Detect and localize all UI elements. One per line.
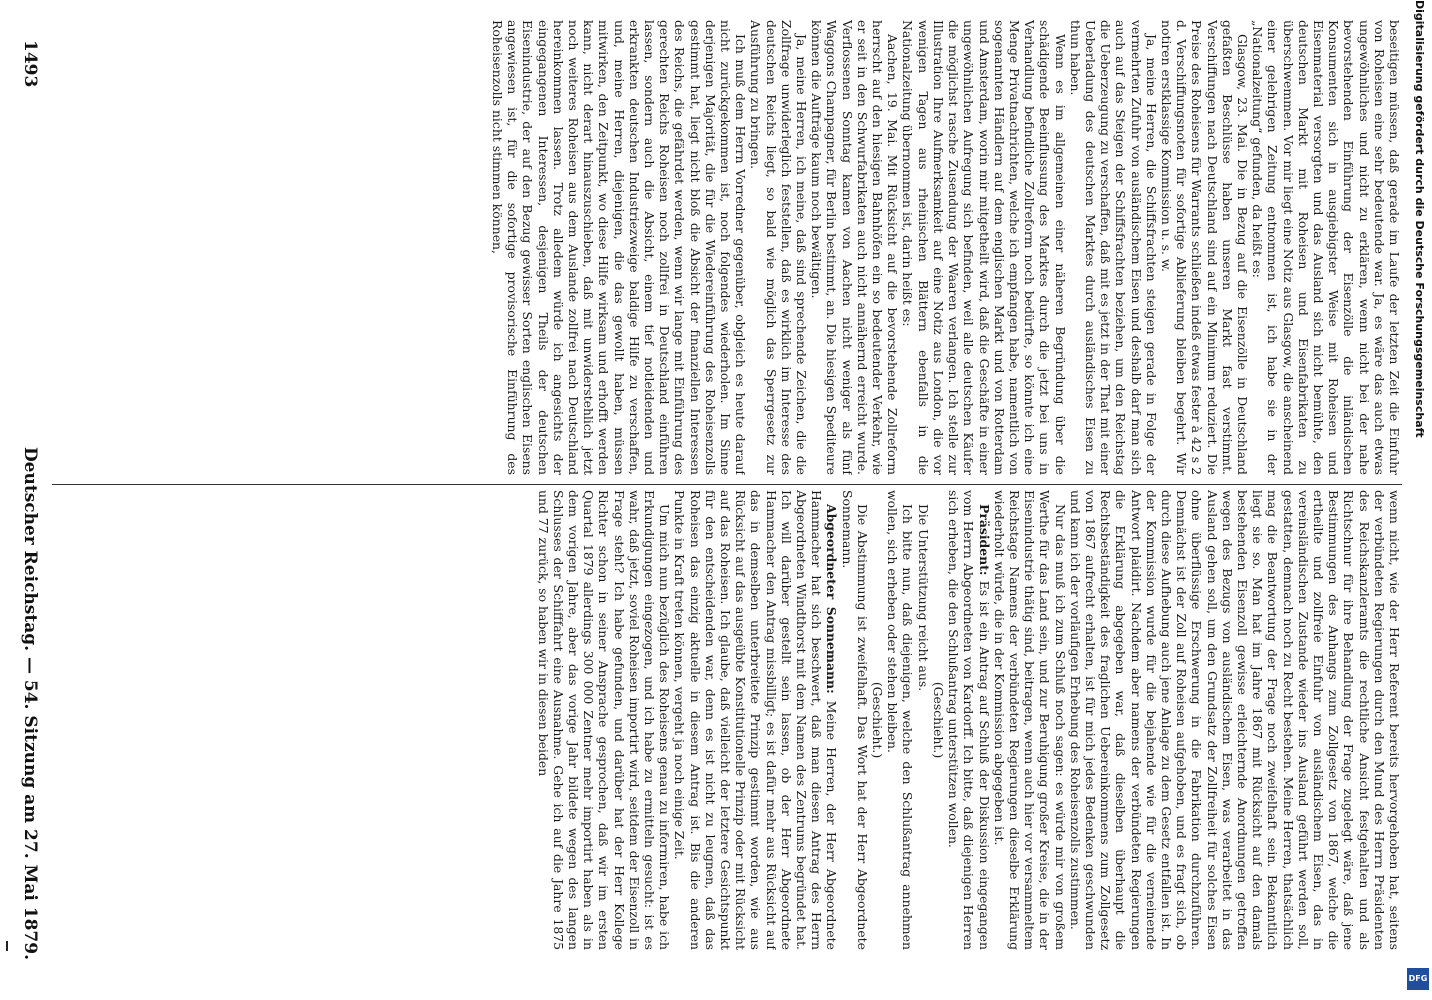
body-paragraph: wenn nicht, wie der Herr Referent bereits hervorgehoben hat, seitens der verbündeten Regierungen durch den Mund des Herrn Präsidenten des Reichskanzleramts die rechtliche Ansicht festgehalten und als Richtschnur für ihre Behandlung der Frage zugelegt wäre, daß jene Bestimmungen des Anhangs zum Zollgesetz von 1867, welche die ertheilte und zollfreie Einfuhr von ausländischem Eisen, das in vereinsländischen Zustande wieder ins Ausland geführt werden soll, gestatten, demnach noch zu Recht bestehen. Meine Herren, thatsächlich mag die Beantwortung der Frage noch zweifelhaft sein. Bekanntlich liegt sie so. Man hat im Jahre 1867 mit Rücksicht auf den damals bestehenden Eisenzoll gewisse erleichternde Anordnungen getroffen wegen des Bezugs von ausländischem Eisen, was verarbeitet in das Ausland gehen soll, um den Grundsatz der Zollfreiheit für solches Eisen ohne überflüssige Erschwerung in die Fabrikation durchzuführen. Demnächst ist der Zoll auf Roheisen aufgehoben, und es fragt sich, ob durch diese Aufhebung auch jene Anlage zu dem Gesetz entfallen ist. In der Kommission wurde für die bejahende wie für die verneinende Antwort plaidirt. Nachdem aber namens der verbündeten Regierungen die Erklärung abgegeben war, daß dieselben überhaupt die Rechtsbeständigkeit des fraglichen Uebereinkommens zum Zollgesetz von 1867 aufrecht erhalten, ist für mich jedes Bedenken geschwunden und kann ich der vorläufigen Erhebung des Roheisenzolls zustimmen. [1067,490,1402,950]
stage-direction: (Geschieht.) [930,681,946,759]
speaker-label: Präsident: [976,504,992,576]
quoted-paragraph: Aachen, 19. Mai. Mit Rücksicht auf die bevorstehende Zollreform herrscht auf den hiesigen Bahnhöfen ein so bedeutender Verkehr, wie er seit in den Schwurfabrikaten auch nicht annähernd erreicht wurde. Verflossenen Sonntag kamen von Aachen nicht weniger als fünf Waggons Champagner, für Berlin bestimmt, an. Die hiesigen Spediteure können die Aufträge kaum noch bewältigen. [809,20,901,475]
body-paragraph: beseitigen müssen, daß gerade im Laufe der letzten Zeit die Einfuhr von Roheisen eine sehr bedeutende war. Ja, es wäre das auch etwas ungewöhnliches und nicht zu erklären, wenn nicht bei der nahe bevorstehenden Einführung der Eisenzölle die inländischen Konsumenten sich in ausgiebigster Weise mit Roheisen und Eisenmaterial versorgten und das Ausland sich nicht bemühte, den deutschen Markt mit Roheisen und Eisenfabrikaten zu überschwemmen. Vor mir liegt eine Notiz aus Glasgow, die anscheinend einer gelehrigen Zeitung entnommen ist, ich habe sie in der „Nationalzeitung“ gefunden, da heißt es: [1250,20,1402,475]
page-number: 1493 [20,40,40,88]
body-paragraph: Ich muß dem Herrn Vorredner gegenüber, obgleich es heute darauf nicht zurückgekommen ist, noch folgendes wiederholen. Im Sinne derjenigen Majorität, die für die Wiedereinführung des Roheisenzolls gestimmt hat, liegt nicht bloß die Absicht der finanziellen Interessen des Reichs, die gefährdet werden, wenn wir lange mit Einführung des gerechten Reichs Roheisen noch zollfrei in Deutschland einführen lassen, sondern auch die Absicht, einem tief notleidenden und erkrankten deutschen Industriezweige baldige Hilfe zu verschaffen, und, meine Herren, diejenigen, die das gewollt haben, müssen mitwirken, den Zeitpunkt, wo diese Hilfe wirksam und erhofft werden kann, nicht derart hinauszuschieben, daß mit unwiderstehlich jetzt noch weiteres Roheisen aus dem Auslande zollfrei nach Deutschland hereinkommen lassen. Trotz alledem würde ich angesichts der eingegangenen Interessen, desjenigen Theils der deutschen Eisenindustrie, der auf den Bezug gewisser Sorten englischen Eisens angewiesen ist, für die sofortige provisorische Einführung des Roheisenzolls nicht stimmen können, [490,20,749,475]
body-paragraph: Nur das muß ich zum Schluß noch sagen: es würde mir von großem Werthe für das Land sein, und zur Beruhigung großer Kreise, die in der Eisenindustrie thätig sind, beitragen, wenn auch hier vor versammeltem Reichstage Namens der verbündeten Regierungen dieselbe Erklärung wiederholt würde, die in der Kommission abgegeben ist. [991,490,1068,950]
speech-text: Meine Herren, der Herr Abgeordnete Hammacher hat sich beschwert, daß man diesen Antrag des Herrn Abgeordneten Windthorst mit dem Namen des Zentrums begründet hat. Ich will darüber gestellt sein lassen, ob der Herr Abgeordnete Hammacher den Antrag missbilligt; es ist dafür mehr aus Rücksicht auf das in demselben unterbreitete Prinzip gestimmt worden, wie aus Rücksicht auf das ausgeübte Konstitutionelle Prinzip oder mit Rücksicht auf das Roheisen. Ich glaube, daß vielleicht der letztere Gesichtspunkt für den entscheidenden war, denn es ist nicht zu leugnen, daß das Roheisen das einzig aktuelle in diesem Antrag ist. Bis die anderen Punkte in Kraft treten können, vergeht ja noch einige Zeit. [672,490,840,950]
body-paragraph: Die Unterstützung reicht aus. [915,504,931,692]
dfg-credit: Digitalisierung gefördert durch die Deutsche Forschungsgemeinschaft [1413,0,1426,438]
speaker-label: Abgeordneter Sonnemann: [824,504,840,694]
stage-direction: (Geschieht.) [870,681,886,759]
body-paragraph: Ich bitte nun, daß diejenigen, welche den Schlußantrag annehmen wollen, sich erheben oder stehen bleiben. [885,490,916,950]
dfg-logo-icon: DFG [1407,968,1429,990]
body-paragraph: Ja, meine Herren, die Schiffsfrachten steigen gerade in Folge der vermehrten Zufuhr von ausländischem Eisen und deshalb darf man sich auch auf das Steigen der Schiffsfrachten beziehen, um den Reichstag die Ueberzeugung zu verschaffen, daß mit es jetzt in der That mit einer Ueberladung des deutschen Marktes durch ausländisches Eisen zu thun haben. [1067,20,1159,475]
running-title: Deutscher Reichstag. — 54. Sitzung am 27. Mai 1879. [20,446,40,960]
right-text-column [52,20,1402,475]
left-text-column [52,490,1402,950]
body-paragraph: Um mich nun bezüglich des Roheisens genau zu informiren, habe ich Erkundigungen eingezogen, und ich habe zu ermitteln gesucht: ist es wahr, daß jetzt, soviel Roheisen importirt wird, seitdem der Eisenzoll in Frage steht? Ich habe gefunden, und darüber hat der Herr Kollege Richter schon in seiner Ansprache gesprochen, daß wir im ersten Quartal 1879 allerdings 300 000 Zentner mehr importirt haben als in dem vorigen Jahre, aber das vorige Jahr bildete wegen des langen Schlusses der Schifffahrt eine Ausnahme. Gehe ich auf die Jahre 1875 und 77 zurück, so haben wir in diesen beiden [535,490,673,950]
body-paragraph: Ja, meine Herren, ich meine, daß sind sprechende Zeichen, die die Zollfrage unwiderleglich feststellen, daß es wirklich im Interesse des deutschen Reichs liegt, so bald wie möglich das Sperrgesetz zur Ausführung zu bringen. [748,20,810,475]
speech-text: Es ist ein Antrag auf Schluß der Diskussion eingegangen vom Herrn Abgeordneten von Kardorff. Ich bitte, daß diejenigen Herren sich erheben, die den Schlußantrag unterstützen wollen. [946,490,992,950]
body-paragraph: Die Abstimmung ist zweifelhaft. Das Wort hat der Herr Abgeordnete Sonnemann. [839,490,870,950]
body-paragraph: Wenn es im allgemeinen einer näheren Begründung über die schädigende Beeinflussung des Marktes durch die jetzt bei uns in Verhandlung befindliche Zollreform noch bedürfte, so könnte ich eine Menge Privatnachrichten, welche ich empfangen habe, namentlich von sogenannten Händlern auf dem englischen Markt und von Rotterdam und Amsterdam, worin mir mitgetheilt wird, daß die Geschäfte in einer ungewöhnlichen Aufregung sich befinden, weil alle deutschen Käufer die möglichst rasche Zusendung der Waaren verlangen. Ich stelle zur Illustration Ihre Aufmerksamkeit auf eine Notiz aus London, die vor wenigen Tagen aus rheinischen Blättern ebenfalls in die Nationalzeitung übernommen ist, darin heißt es: [900,20,1068,475]
quoted-paragraph: Glasgow, 23. Mai. Die in Bezug auf die Eisenzölle in Deutschland gefaßten Beschlüsse haben unseren Markt fast verstimmt. Verschiffungen nach Deutschland sind auf ein Minimum reduziert. Die Preise des Roheisens für Warrants schließen indeß etwas fester à 42 s 2 d. Verschiffungsnoten für sofortige Ablieferung bleiben begehrt. Wir notiren erstklassige Kommission u. s. w. [1158,20,1250,475]
column-rule [52,484,1402,485]
